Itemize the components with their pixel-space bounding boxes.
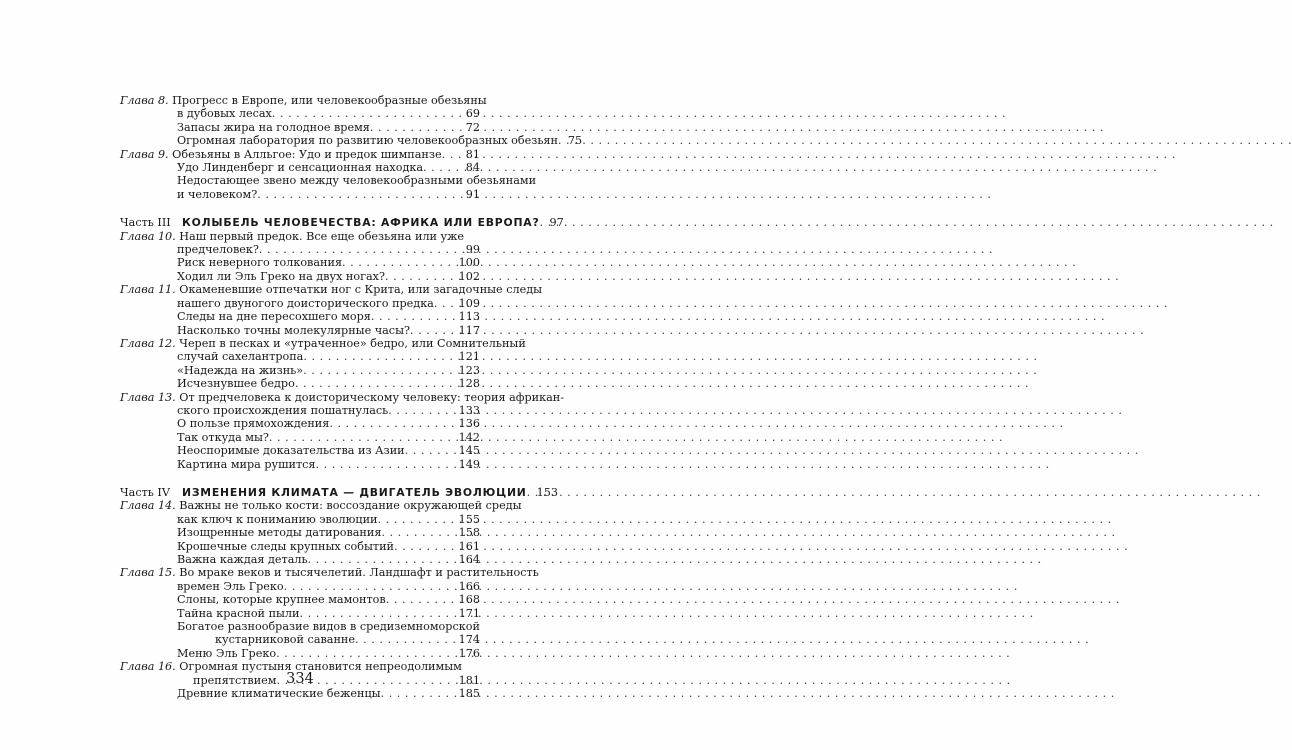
toc-entry[interactable]: [120, 270, 480, 283]
page-ref: 181: [458, 673, 480, 687]
page-ref: 142: [458, 430, 480, 444]
entry-title: препятствием: [193, 673, 277, 687]
part-heading[interactable]: [120, 216, 564, 230]
chapter-heading: [120, 283, 543, 297]
page-ref: 133: [458, 403, 480, 417]
table-of-contents: [120, 94, 583, 701]
chapter-number: Глава 13.: [120, 390, 176, 404]
page-number: 334: [286, 671, 314, 687]
page-ref: 102: [458, 269, 480, 283]
chapter-title: Череп в песках и «утраченное» бедро, или Сомнительный: [175, 336, 526, 350]
page-ref: 99: [465, 243, 480, 257]
page-ref: 75: [567, 134, 583, 148]
toc-entry[interactable]: [120, 580, 480, 593]
entry-title: ского происхождения пошатнулась: [177, 403, 389, 417]
toc-entry[interactable]: [120, 687, 480, 700]
page-ref: 155: [458, 512, 480, 526]
toc-entry[interactable]: [120, 593, 480, 606]
entry-title: нашего двуногого доисторического предка: [177, 296, 434, 310]
toc-entry[interactable]: [120, 526, 480, 539]
chapter-heading: [120, 566, 539, 580]
toc-entry[interactable]: [120, 647, 480, 660]
toc-entry[interactable]: [120, 458, 480, 471]
toc-entry[interactable]: [120, 188, 480, 201]
chapter-title: Наш первый предок. Все еще обезьяна или уже: [175, 229, 465, 243]
entry-title: Риск неверного толкования: [177, 256, 342, 270]
page-ref: 153: [536, 485, 558, 499]
part-title: ИЗМЕНЕНИЯ КЛИМАТА — ДВИГАТЕЛЬ ЭВОЛЮЦИИ: [182, 485, 527, 499]
page-ref: 136: [458, 417, 480, 431]
page-ref: 69: [465, 107, 480, 121]
entry-title: Ходил ли Эль Греко на двух ногах?: [177, 269, 385, 283]
chapter-number: Глава 14.: [120, 499, 176, 513]
entry-title: Слоны, которые крупнее мамонтов: [177, 593, 386, 607]
chapter-number: Глава 9.: [120, 147, 169, 161]
toc-entry[interactable]: [120, 364, 480, 377]
chapter-heading: [120, 230, 480, 243]
part-number: Часть III: [120, 216, 171, 230]
entry-title: в дубовых лесах: [177, 107, 272, 121]
page-ref: 171: [458, 606, 480, 620]
chapter-number: Глава 10.: [120, 229, 176, 243]
toc-entry[interactable]: [120, 553, 480, 566]
page-ref: 91: [465, 187, 480, 201]
page-ref: 158: [458, 526, 480, 540]
chapter-title: Обезьяны в Алльгое: Удо и предок шимпанзе: [168, 147, 442, 161]
toc-entry[interactable]: [120, 431, 480, 444]
part-number: Часть IV: [120, 485, 170, 499]
toc-entry[interactable]: [120, 404, 480, 417]
page-ref: 161: [458, 539, 480, 553]
toc-entry[interactable]: [120, 444, 480, 457]
page-ref: 166: [458, 579, 480, 593]
entry-title: Важна каждая деталь: [177, 553, 308, 566]
page-ref: 113: [458, 310, 480, 324]
toc-entry[interactable]: [120, 161, 480, 174]
chapter-number: Глава 16.: [120, 660, 176, 674]
entry-title: и человеком?: [177, 187, 258, 201]
page-ref: 109: [458, 296, 480, 310]
toc-entry: [120, 620, 480, 633]
page-ref: 123: [458, 363, 480, 377]
chapter-heading: [120, 390, 565, 404]
entry-title: Недостающее звено между человекообразными обезьянами: [177, 174, 537, 188]
entry-title: Исчезнувшее бедро: [177, 377, 295, 391]
toc-entry[interactable]: [120, 633, 480, 646]
page-ref: 100: [458, 256, 480, 270]
chapter-number: Глава 8.: [120, 94, 169, 107]
entry-title: Древние климатические беженцы: [177, 687, 381, 701]
entry-title: Так откуда мы?: [177, 430, 269, 444]
toc-entry[interactable]: [120, 417, 480, 430]
chapter-heading: [120, 336, 526, 350]
entry-title: кустарниковой саванне: [215, 633, 355, 647]
entry-title: Насколько точны молекулярные часы?: [177, 323, 410, 337]
toc-entry[interactable]: [120, 134, 583, 148]
part-title: КОЛЫБЕЛЬ ЧЕЛОВЕЧЕСТВА: АФРИКА ИЛИ ЕВРОПА?: [182, 216, 540, 230]
chapter-number: Глава 11.: [120, 283, 176, 297]
chapter-title: Прогресс в Европе, или человекообразные обезьяны: [168, 94, 487, 107]
chapter-title: От предчеловека к доисторическому человеку: теория африкан-: [175, 390, 565, 404]
page-ref: 176: [458, 646, 480, 660]
toc-entry[interactable]: [120, 310, 480, 323]
page-ref: 121: [458, 350, 480, 364]
page-ref: 81: [465, 147, 480, 161]
entry-title: Изощренные методы датирования: [177, 526, 382, 540]
entry-title: Меню Эль Греко: [177, 646, 277, 660]
page-ref: 72: [465, 120, 480, 134]
toc-entry: [120, 174, 537, 188]
entry-title: Запасы жира на голодное время: [177, 120, 370, 134]
entry-title: как ключ к пониманию эволюции: [177, 512, 378, 526]
page-ref: 117: [458, 323, 480, 337]
entry-title: Огромная лаборатория по развитию человекообразных обезьян: [177, 134, 558, 148]
part-heading[interactable]: [120, 485, 558, 499]
chapter-title: Важны не только кости: воссоздание окружающей среды: [175, 499, 522, 513]
entry-title: времен Эль Греко: [177, 579, 284, 593]
toc-entry[interactable]: [120, 297, 480, 310]
entry-title: Картина мира рушится: [177, 457, 316, 471]
entry-title: Крошечные следы крупных событий: [177, 539, 395, 553]
chapter-heading[interactable]: [120, 148, 480, 161]
page-ref: 168: [458, 593, 480, 607]
page-ref: 149: [458, 457, 480, 471]
entry-title: предчеловек?: [177, 243, 259, 257]
page-ref: 145: [458, 444, 480, 458]
toc-entry[interactable]: [120, 350, 480, 363]
entry-title: случай сахелантропа: [177, 350, 304, 364]
chapter-heading: [120, 499, 522, 513]
entry-title: Неоспоримые доказательства из Азии: [177, 444, 405, 458]
toc-entry[interactable]: [120, 121, 480, 134]
toc-entry[interactable]: [120, 324, 480, 337]
toc-entry[interactable]: [120, 243, 480, 256]
toc-entry[interactable]: [120, 513, 480, 526]
chapter-title: Огромная пустыня становится непреодолимым: [175, 660, 462, 674]
toc-entry[interactable]: [120, 377, 480, 390]
toc-entry[interactable]: [120, 607, 480, 620]
entry-title: Следы на дне пересохшего моря: [177, 310, 371, 324]
chapter-title: Во мраке веков и тысячелетий. Ландшафт и растительность: [175, 566, 539, 580]
chapter-title: Окаменевшие отпечатки ног с Крита, или загадочные следы: [175, 283, 543, 297]
entry-title: «Надежда на жизнь»: [177, 363, 304, 377]
page-ref: 128: [458, 377, 480, 391]
toc-entry[interactable]: [120, 107, 480, 120]
page-ref: 185: [458, 687, 480, 701]
toc-entry[interactable]: [120, 256, 480, 269]
entry-title: Богатое разнообразие видов в средиземноморской: [177, 620, 480, 634]
entry-title: О пользе прямохождения: [177, 417, 330, 431]
chapter-number: Глава 15.: [120, 566, 176, 580]
chapter-heading: [120, 94, 487, 107]
page-ref: 164: [458, 553, 480, 566]
page-ref: 97: [549, 216, 564, 230]
entry-title: Тайна красной пыли: [177, 606, 300, 620]
page-ref: 174: [458, 633, 480, 647]
toc-entry[interactable]: [120, 540, 480, 553]
page-ref: 84: [465, 161, 480, 175]
chapter-number: Глава 12.: [120, 336, 176, 350]
entry-title: Удо Линденберг и сенсационная находка: [177, 161, 424, 175]
